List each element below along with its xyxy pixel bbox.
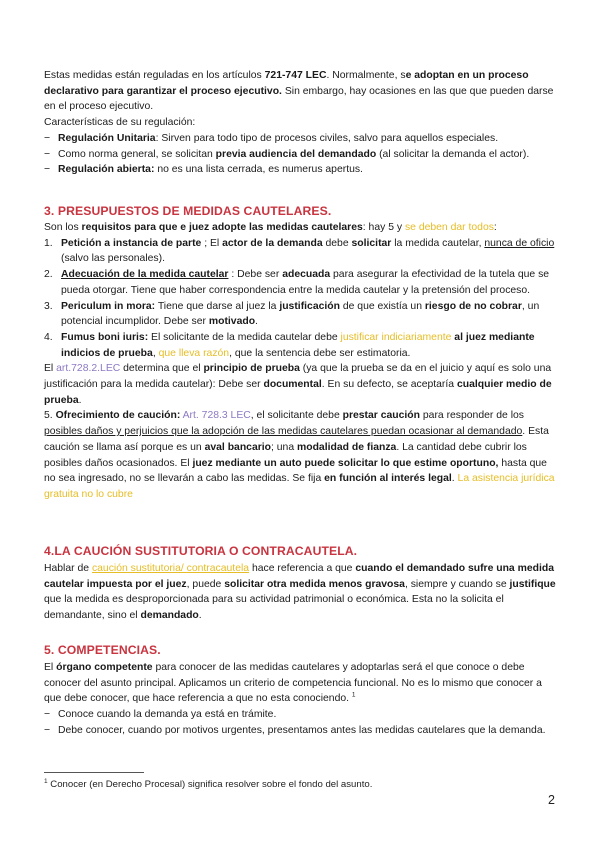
text: (ya que la prueba se da en el juicio y aquí es solo una justificación para la medida cautelar): Debe ser	[44, 363, 552, 391]
article-ref: Art. 728.3 LEC	[182, 410, 251, 422]
text: , que la sentencia debe ser estimatoria.	[229, 347, 411, 359]
text: determina que el	[120, 363, 204, 375]
section-3-body	[44, 220, 558, 503]
text: El	[44, 662, 57, 673]
section-3-lead	[44, 220, 558, 236]
text: no es una lista cerrada, es numerus apertus.	[154, 164, 363, 176]
text: .	[78, 394, 82, 406]
text: . Normalmente, s	[326, 70, 406, 81]
text: Debe conocer, cuando por motivos urgentes, presentamos antes las medidas cautelares que la demanda.	[58, 724, 546, 736]
text: 5.	[44, 410, 56, 422]
article-paragraph	[44, 361, 558, 408]
list-item	[44, 723, 558, 739]
text: que la medida es desproporcionada para su actividad patrimonial o económica. Esta no la solicita el demandante, sino el	[44, 594, 504, 622]
bold-text: motivado	[208, 316, 256, 328]
bold-text: riesgo de no cobrar	[424, 300, 522, 312]
text: Tiene que darse al juez la	[155, 300, 280, 312]
text: .	[198, 610, 202, 622]
highlight-text: caución sustitutoria/ contracautela	[91, 563, 250, 574]
bold-text: justificación	[279, 300, 340, 312]
bold-text: adecuada	[282, 269, 331, 281]
bold-text: solicitar	[351, 237, 392, 249]
bold-text: previa audiencia del demandado	[215, 148, 377, 160]
section-4-paragraph	[44, 561, 558, 624]
bold-text: prestar caución	[342, 410, 420, 422]
bold-text: Fumus boni iuris:	[61, 331, 149, 343]
list-number: 3.	[44, 300, 53, 312]
bold-text: al juez mediante indicios de prueba	[61, 331, 535, 359]
list-item	[44, 707, 558, 723]
list-item	[44, 330, 558, 361]
bold-text: Regulación abierta:	[58, 164, 155, 176]
dash-marker: −	[44, 724, 51, 736]
bold-text: cualquier medio de prueba	[44, 379, 552, 406]
section-3-heading: 3. PRESUPUESTOS DE MEDIDAS CAUTELARES.	[44, 204, 332, 218]
list-item	[44, 131, 558, 147]
text: .	[451, 473, 458, 485]
underlined-text: posibles daños y perjuicios que la adopción de las medidas cautelares puedan ocasionar al demandado	[44, 426, 523, 438]
bold-text: modalidad de fianza	[297, 441, 397, 453]
bold-text: principio de prueba	[203, 363, 300, 375]
bold-text: Adecuación de la medida cautelar	[61, 269, 229, 281]
section-5-heading: 5. COMPETENCIAS.	[44, 643, 161, 657]
bold-text: Petición a instancia de parte	[61, 237, 202, 249]
highlight-text: que lleva razón	[158, 347, 230, 359]
list-item	[44, 299, 558, 330]
text: ,	[152, 347, 159, 359]
dash-marker: −	[44, 148, 51, 160]
text: Estas medidas están reguladas en los artículos	[44, 70, 265, 81]
footnote-number: 1	[44, 777, 48, 785]
bold-text: requisitos para que e juez adopte las medidas cautelares	[81, 222, 363, 233]
text: : Debe ser	[228, 269, 283, 281]
text: hace referencia a que	[249, 563, 356, 574]
text: . En su defecto, se aceptaría	[321, 379, 457, 391]
page-number: 2	[548, 793, 555, 807]
list-number: 2.	[44, 269, 53, 281]
text: El	[44, 363, 57, 375]
text: (al solicitar la demanda el actor).	[376, 148, 530, 160]
text: Como norma general, se solicitan	[58, 148, 216, 160]
text: Son los	[44, 222, 82, 233]
text: ; una	[271, 441, 297, 453]
text: de que existía un	[339, 300, 425, 312]
text: El solicitante de la medida cautelar debe	[148, 331, 341, 343]
bold-text: Regulación Unitaria	[58, 132, 156, 144]
section-5-body	[44, 660, 558, 739]
bold-text: en función al interés legal	[324, 473, 452, 485]
text: .	[255, 316, 258, 328]
text: ; El	[201, 237, 223, 249]
text: debe	[322, 237, 352, 249]
footnote-ref: 1	[351, 691, 356, 699]
text: , siempre y cuando se	[404, 578, 510, 590]
text: Hablar de	[44, 563, 92, 574]
section-4-heading: 4.LA CAUCIÓN SUSTITUTORIA O CONTRACAUTELA.	[44, 544, 358, 558]
text: Sin embargo, hay ocasiones en las que que pueden darse en el proceso ejecutivo.	[44, 85, 554, 113]
text: . Esta caución se llama así porque es un	[44, 426, 549, 453]
bold-text: actor de la demanda	[222, 237, 323, 249]
bold-text: e adoptan en un proceso declarativo para garantizar el proceso ejecutivo.	[44, 70, 529, 97]
bold-text: Periculum in mora:	[61, 300, 156, 312]
text: (salvo las personales).	[61, 253, 165, 265]
underlined-text: nunca de oficio	[484, 237, 555, 249]
bold-text: órgano competente	[56, 662, 153, 673]
highlight-text: se deben dar todos	[404, 222, 494, 233]
bold-text: aval bancario	[204, 441, 271, 453]
footnote-divider	[44, 772, 144, 773]
list-item	[44, 162, 558, 178]
text: , puede	[186, 578, 225, 590]
text: para responder de los	[420, 410, 524, 422]
bold-text: justifique	[509, 578, 556, 590]
text: Conoce cuando la demanda ya está en trámite.	[58, 709, 277, 721]
text: para conocer de las medidas cautelares y adoptarlas será el que conoce o debe conocer del asunto principal. Aplicamos un criterio de competencia funcional. No es lo mismo que conocer a que debe conocer, que hace referencia a que no esta conociendo.	[44, 662, 542, 705]
dash-marker: −	[44, 132, 51, 144]
text: . La cantidad debe cubrir los posibles daños ocasionados. El	[44, 441, 527, 469]
text: hasta que no sea ingresado, no se llevarán a cabo las medidas. Se fija	[44, 457, 547, 485]
caution-paragraph	[44, 408, 558, 502]
bold-text: solicitar otra medida menos gravosa	[224, 578, 405, 590]
bold-text: cuando el demandado sufre una medida cautelar impuesta por el juez	[44, 563, 554, 590]
list-item	[44, 267, 558, 298]
footnote	[44, 779, 372, 790]
dash-marker: −	[44, 709, 51, 721]
text: : hay 5 y	[362, 222, 405, 233]
bold-text: documental	[263, 379, 322, 391]
list-item	[44, 147, 558, 163]
list-number: 1.	[44, 237, 53, 249]
bold-text: demandado	[140, 610, 199, 622]
bold-text: juez mediante un auto puede solicitar lo que estime oportuno,	[192, 457, 499, 469]
article-ref: 721-747 LEC	[264, 70, 327, 81]
text: , un potencial incumplidor. Debe ser	[61, 300, 540, 328]
text: la medida cautelar,	[391, 237, 485, 249]
intro-block	[44, 68, 558, 178]
section-4-body	[44, 561, 558, 624]
list-number: 4.	[44, 331, 53, 343]
text: , el solicitante debe	[250, 410, 343, 422]
intro-paragraph	[44, 68, 558, 115]
section-5-paragraph	[44, 660, 558, 707]
article-ref: art.728.2.LEC	[56, 363, 121, 375]
dash-marker: −	[44, 164, 51, 176]
bold-text: Ofrecimiento de caución:	[55, 410, 181, 422]
list-item	[44, 236, 558, 267]
text: : Sirven para todo tipo de procesos civiles, salvo para aquellos especiales.	[155, 132, 499, 144]
intro-characteristics: Características de su regulación:	[44, 117, 196, 129]
highlight-text: La asistencia jurídica gratuita no lo cubre	[44, 473, 555, 500]
footnote-text: Conocer (en Derecho Procesal) significa resolver sobre el fondo del asunto.	[47, 779, 373, 790]
text: para asegurar la efectividad de la tutela que se pueda otorgar. Tiene que haber correspondencia entre la medida cautelar y la pretensión del proceso.	[61, 269, 550, 296]
text: :	[493, 222, 497, 233]
highlight-text: justificar indiciariamente	[340, 331, 452, 343]
